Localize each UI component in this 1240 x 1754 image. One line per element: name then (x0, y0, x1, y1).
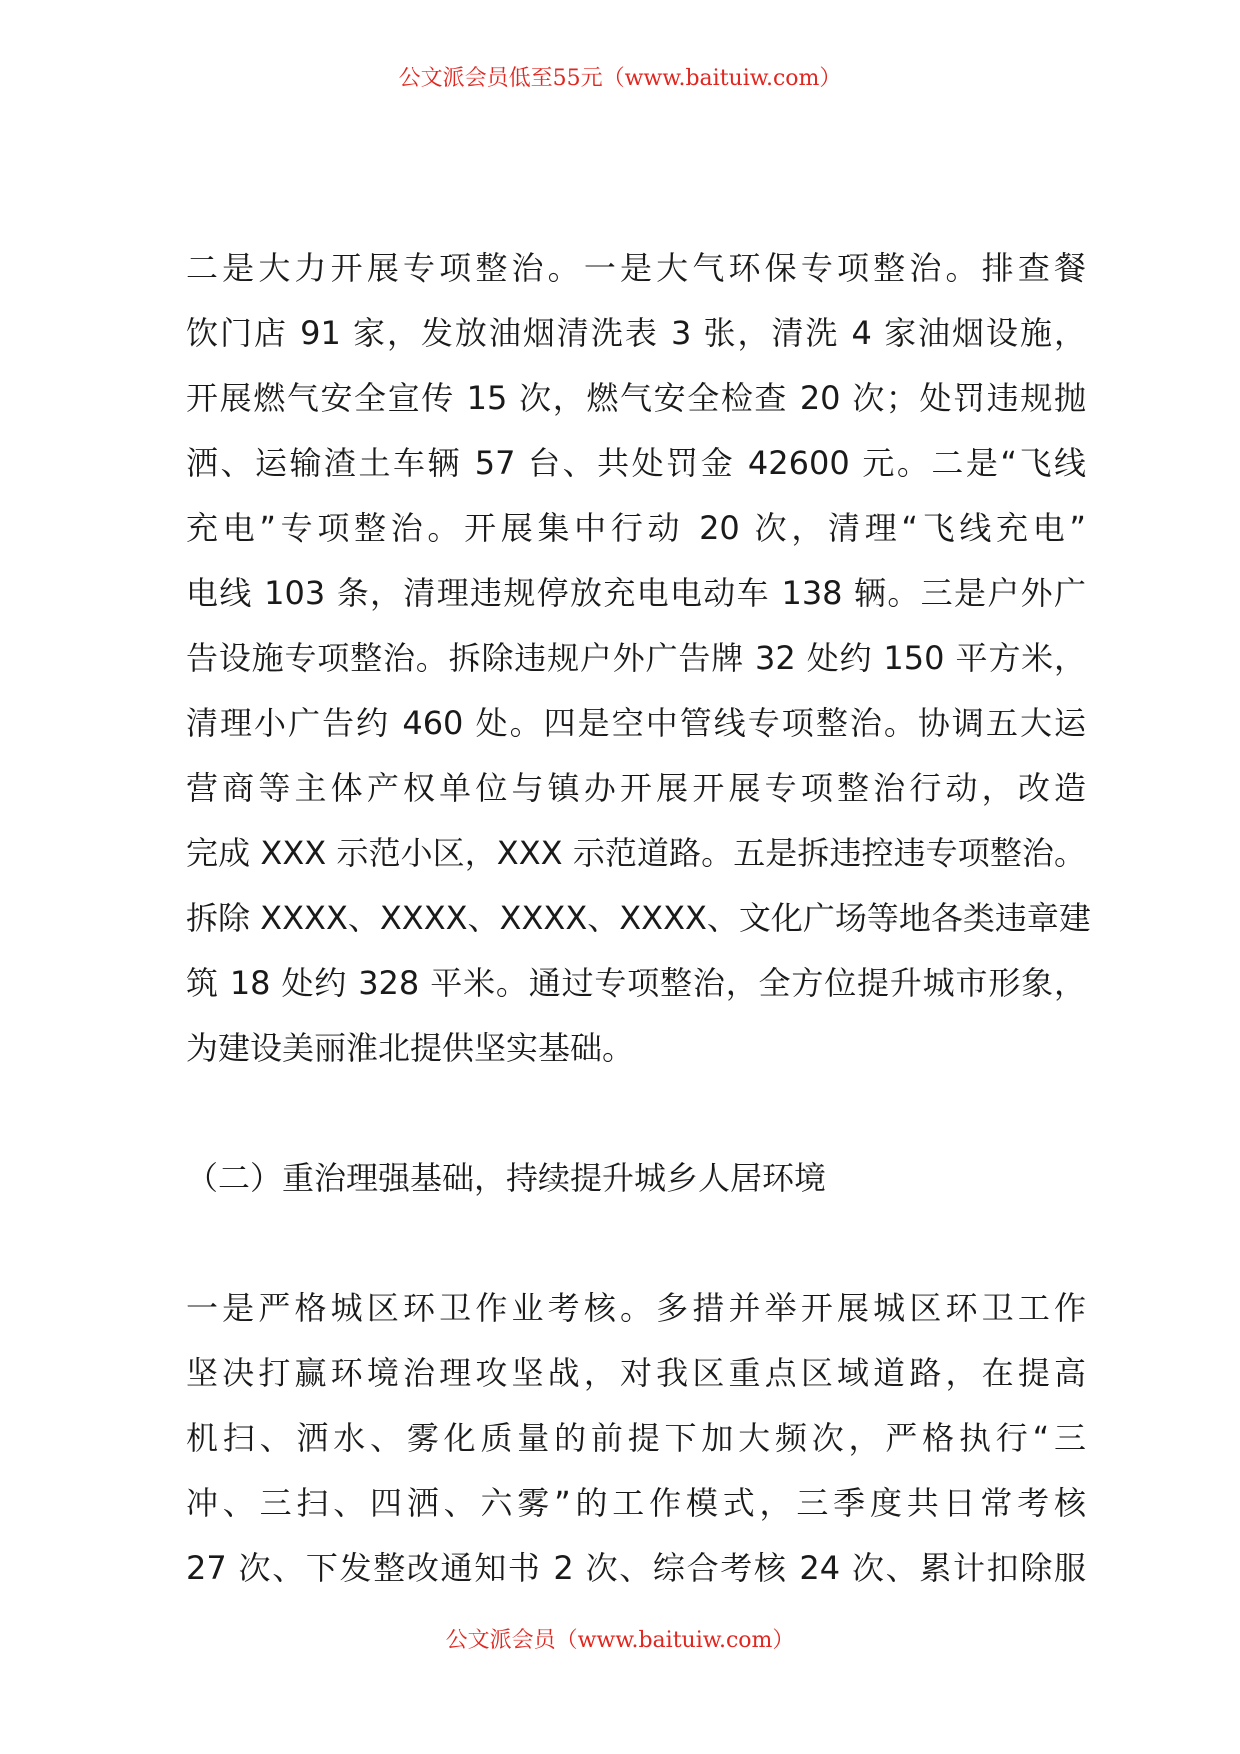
text-line: 二是大力开展专项整治。一是大气环保专项整治。排查餐 (186, 249, 1086, 287)
text-line: 完成 XXX 示范小区，XXX 示范道路。五是拆违控违专项整治。 (186, 834, 1086, 872)
paragraph-special-rectification (186, 236, 1091, 1081)
text-line: 坚决打赢环境治理攻坚战，对我区重点区域道路，在提高 (186, 1354, 1086, 1392)
text-line: 筑 18 处约 328 平米。通过专项整治，全方位提升城市形象， (186, 964, 1086, 1002)
document-body (186, 236, 1091, 1601)
text-line: 开展燃气安全宣传 15 次，燃气安全检查 20 次；处罚违规抛 (186, 379, 1086, 417)
paragraph-spacer (186, 1211, 1086, 1276)
text-line: 饮门店 91 家，发放油烟清洗表 3 张，清洗 4 家油烟设施， (186, 314, 1086, 352)
footer-watermark-banner[interactable]: 公文派会员（www.baituiw.com） (445, 1628, 795, 1653)
paragraph-spacer (186, 1081, 1086, 1146)
text-line: 拆除 XXXX、XXXX、XXXX、XXXX、文化广场等地各类违章建 (186, 899, 1091, 937)
text-line: 清理小广告约 460 处。四是空中管线专项整治。协调五大运 (186, 704, 1086, 742)
text-line: 营商等主体产权单位与镇办开展开展专项整治行动，改造 (186, 769, 1086, 807)
section-heading: （二）重治理强基础，持续提升城乡人居环境 (186, 1159, 827, 1197)
text-line: 充电”专项整治。开展集中行动 20 次，清理“飞线充电” (186, 509, 1086, 547)
text-line: 为建设美丽淮北提供坚实基础。 (186, 1029, 635, 1067)
paragraph-sanitation-assessment (186, 1276, 1086, 1601)
text-line: 告设施专项整治。拆除违规户外广告牌 32 处约 150 平方米， (186, 639, 1086, 677)
text-line: 电线 103 条，清理违规停放充电电动车 138 辆。三是户外广 (186, 574, 1086, 612)
text-line: 洒、运输渣土车辆 57 台、共处罚金 42600 元。二是“飞线 (186, 444, 1086, 482)
header-watermark-banner[interactable]: 公文派会员低至55元（www.baituiw.com） (398, 66, 842, 91)
text-line: 27 次、下发整改通知书 2 次、综合考核 24 次、累计扣除服 (186, 1549, 1086, 1587)
text-line: 冲、三扫、四洒、六雾”的工作模式，三季度共日常考核 (186, 1484, 1086, 1522)
text-line: 机扫、洒水、雾化质量的前提下加大频次，严格执行“三 (186, 1419, 1086, 1457)
text-line: 一是严格城区环卫作业考核。多措并举开展城区环卫工作 (186, 1289, 1086, 1327)
